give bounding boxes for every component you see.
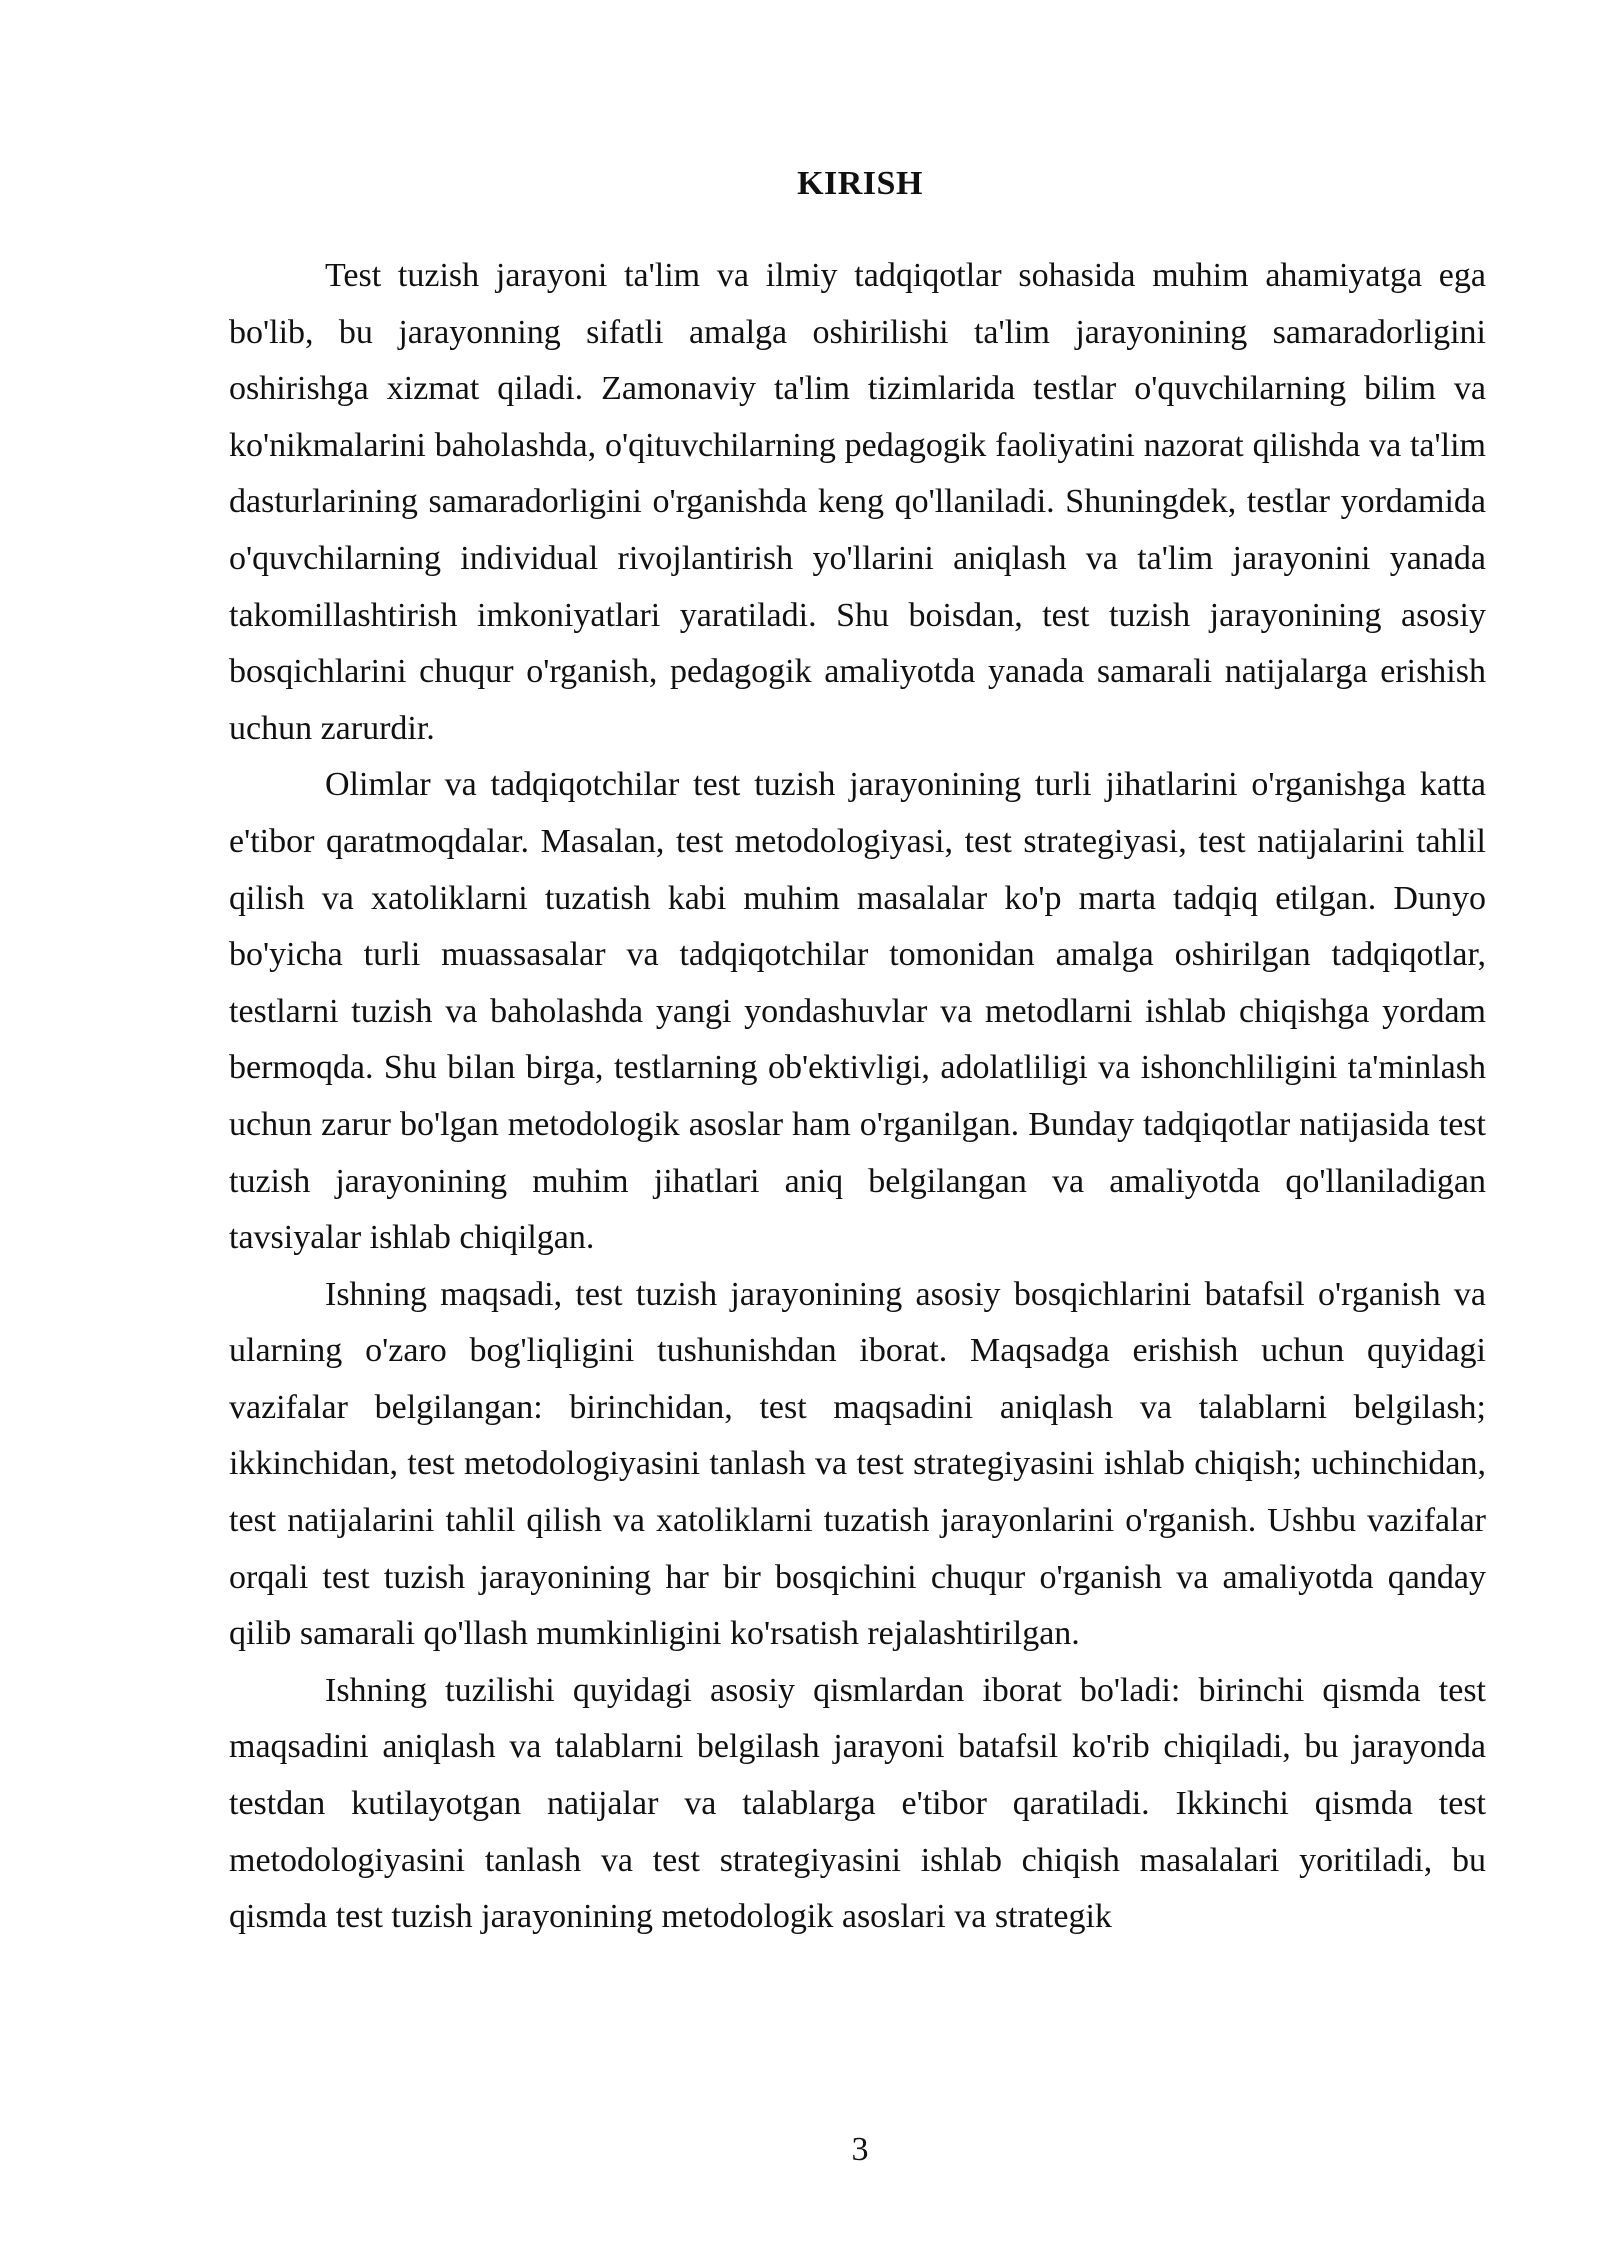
paragraph-1: Test tuzish jarayoni ta'lim va ilmiy tadqiqotlar sohasida muhim ahamiyatga ega bo'lib, bu jarayonning sifatli amalga oshirilishi ta'lim jarayonining samaradorligini oshirishga xizmat qiladi. Zamonaviy ta'lim tizimlarida testlar o'quvchilarning bilim va ko'nikmalarini baholashda, o'qituvchilarning pedagogik faoliyatini nazorat qilishda va ta'lim dasturlarining samaradorligini o'rganishda keng qo'llaniladi. Shuningdek, testlar yordamida o'quvchilarning individual rivojlantirish yo'llarini aniqlash va ta'lim jarayonini yanada takomillashtirish imkoniyatlari yaratiladi. Shu boisdan, test tuzish jarayonining asosiy bosqichlarini chuqur o'rganish, pedagogik amaliyotda yanada samarali natijalarga erishish uchun zarurdir. — [229, 257, 1486, 747]
body-text — [229, 248, 1486, 1946]
paragraph-3: Ishning maqsadi, test tuzish jarayonining asosiy bosqichlarini batafsil o'rganish va ularning o'zaro bog'liqligini tushunishdan iborat. Maqsadga erishish uchun quyidagi vazifalar belgilangan: birinchidan, test maqsadini aniqlash va talablarni belgilash; ikkinchidan, test metodologiyasini tanlash va test strategiyasini ishlab chiqish; uchinchidan, test natijalarini tahlil qilish va xatoliklarni tuzatish jarayonlarini o'rganish. Ushbu vazifalar orqali test tuzish jarayonining har bir bosqichini chuqur o'rganish va amaliyotda qanday qilib samarali qo'llash mumkinligini ko'rsatish rejalashtirilgan. — [229, 1275, 1486, 1653]
page-number: 3 — [851, 2131, 869, 2168]
paragraph-4: Ishning tuzilishi quyidagi asosiy qismlardan iborat bo'ladi: birinchi qismda test maqsadini aniqlash va talablarni belgilash jarayoni batafsil ko'rib chiqiladi, bu jarayonda testdan kutilayotgan natijalar va talablarga e'tibor qaratiladi. Ikkinchi qismda test metodologiyasini tanlash va test strategiyasini ishlab chiqish masalalari yoritiladi, bu qismda test tuzish jarayonining metodologik asoslari va strategik — [229, 1671, 1486, 1936]
section-title: KIRISH — [797, 165, 923, 202]
paragraph-2: Olimlar va tadqiqotchilar test tuzish jarayonining turli jihatlarini o'rganishga katta e'tibor qaratmoqdalar. Masalan, test metodologiyasi, test strategiyasi, test natijalarini tahlil qilish va xatoliklarni tuzatish kabi muhim masalalar ko'p marta tadqiq etilgan. Dunyo bo'yicha turli muassasalar va tadqiqotchilar tomonidan amalga oshirilgan tadqiqotlar, testlarni tuzish va baholashda yangi yondashuvlar va metodlarni ishlab chiqishga yordam bermoqda. Shu bilan birga, testlarning ob'ektivligi, adolatliligi va ishonchliligini ta'minlash uchun zarur bo'lgan metodologik asoslar ham o'rganilgan. Bunday tadqiqotlar natijasida test tuzish jarayonining muhim jihatlari aniq belgilangan va amaliyotda qo'llaniladigan tavsiyalar ishlab chiqilgan. — [229, 766, 1486, 1257]
